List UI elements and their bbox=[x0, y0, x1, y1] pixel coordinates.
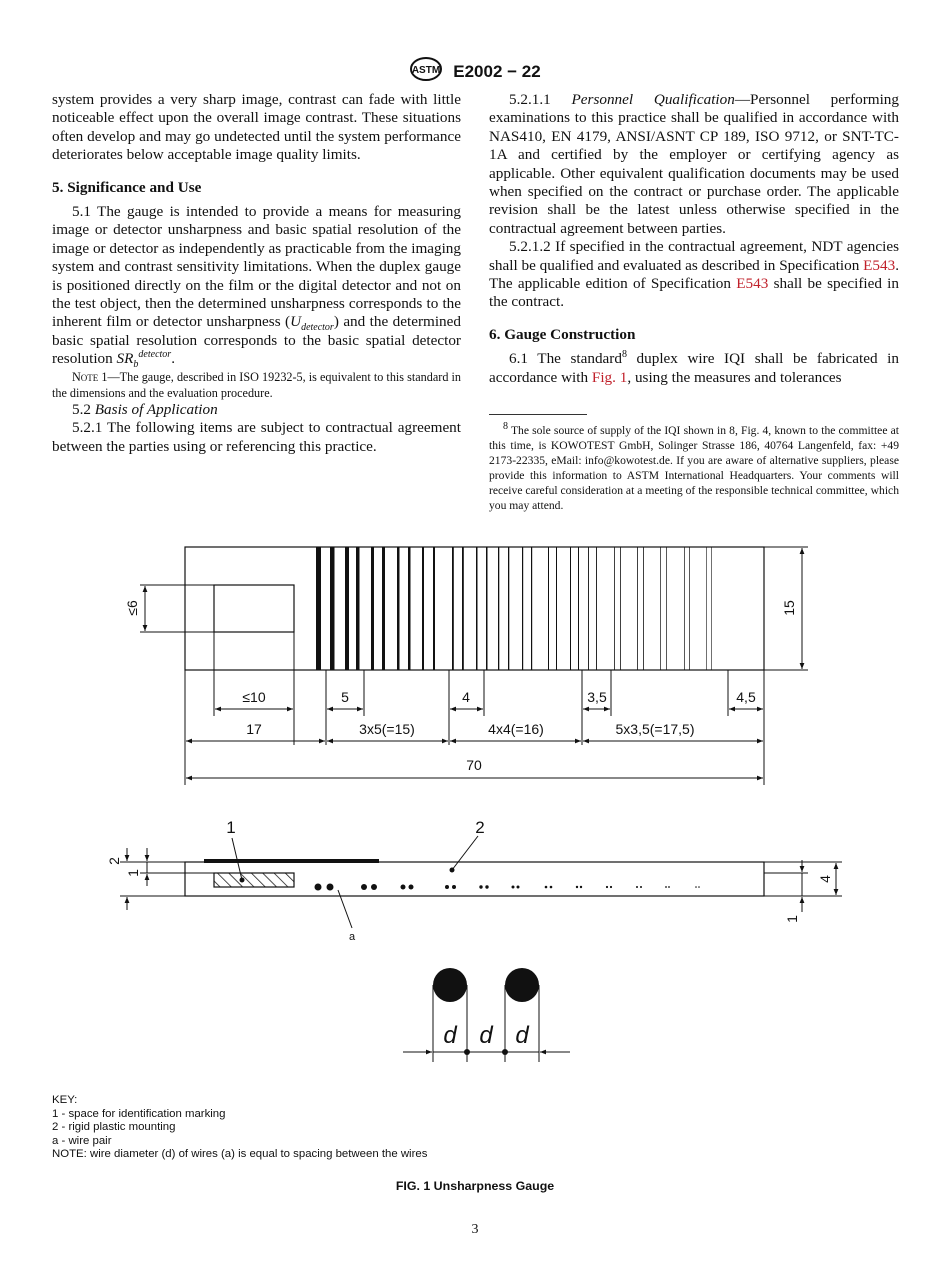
wire-bar bbox=[522, 547, 523, 670]
gauge-top-view bbox=[185, 547, 764, 670]
wire-bar bbox=[556, 547, 557, 670]
rigid-plastic-mounting bbox=[204, 859, 379, 863]
wire-bar bbox=[330, 547, 335, 670]
wire-bar bbox=[660, 547, 661, 670]
wire-dot bbox=[512, 886, 515, 889]
wire-dot bbox=[409, 885, 414, 890]
paragraph-5-2: 5.2 Basis of Application bbox=[72, 400, 218, 418]
wire-dot bbox=[636, 886, 638, 888]
side-dim-1a: 1 bbox=[125, 869, 141, 877]
dim-group-3: 5x3,5(=17,5) bbox=[615, 721, 695, 737]
wire-bar bbox=[356, 547, 360, 670]
wire-bar bbox=[578, 547, 579, 670]
footnote-8: 8 The sole source of supply of the IQI shown in 8, Fig. 4, known to the committee at this time, is KOWOTEST GmbH, Solinger Strasse 186, 40764 Langenfeld, fax: +49 2173-22335, eMail: info@kowotest.de. If you are aware of alternative suppliers, please provide this information to ASTM International Headquarters. Your comments will receive careful consideration at a meeting of the responsible technical committee, which you may attend. bbox=[489, 421, 899, 513]
wire-dot bbox=[327, 884, 334, 891]
key-title: KEY: bbox=[52, 1094, 78, 1106]
logo-text: ASTM bbox=[412, 65, 441, 76]
wire-bar bbox=[397, 547, 400, 670]
link-fig-1[interactable]: Fig. 1 bbox=[591, 368, 628, 386]
wire-dot bbox=[665, 886, 667, 888]
paragraph-5-2-1-1: 5.2.1.1 Personnel Qualification—Personnel performing examinations to this practice shall be qualified in accordance with NAS410, EN 4179, ANSI/ASNT CP 189, ISO 9712, or SNT-TC-1A and certified by the employer or certifying agency as applicable. Other equivalent qualification documents may be used when specified on the contract or purchase order. The applicable revision shall be the latest unless otherwise specified in the contractual agreement between parties. bbox=[489, 91, 899, 237]
section-5-heading: 5. Significance and Use bbox=[52, 178, 202, 196]
wire-bar bbox=[637, 547, 638, 670]
label-a: a bbox=[348, 931, 356, 943]
wire-dot bbox=[640, 886, 642, 888]
section-6-heading: 6. Gauge Construction bbox=[489, 325, 636, 343]
label-d-3: d bbox=[515, 1022, 529, 1049]
wire-bar bbox=[666, 547, 667, 670]
dim-4-5: 4,5 bbox=[736, 689, 756, 705]
wire-bar bbox=[614, 547, 615, 670]
figure-key bbox=[52, 1094, 427, 1162]
wire-dot bbox=[315, 884, 322, 891]
dim-5: 5 bbox=[341, 689, 349, 705]
wire-bar bbox=[382, 547, 385, 670]
dim-70: 70 bbox=[466, 757, 482, 773]
wire-bar bbox=[371, 547, 374, 670]
label-d-1: d bbox=[443, 1022, 457, 1049]
wire-dot bbox=[452, 885, 456, 889]
wire-dot bbox=[361, 884, 367, 890]
side-dim-1b: 1 bbox=[784, 915, 800, 923]
dimension-lines bbox=[145, 548, 802, 778]
wire-dot bbox=[668, 886, 670, 888]
figure-1-drawing bbox=[0, 530, 950, 1090]
wire-bar bbox=[548, 547, 549, 670]
wire-bar bbox=[476, 547, 478, 670]
astm-logo-icon bbox=[409, 56, 443, 87]
wire-bar bbox=[498, 547, 499, 670]
wire-dot bbox=[485, 885, 488, 888]
paragraph-5-2-1: 5.2.1 The following items are subject to contractual agreement between the parties using or referencing this practice. bbox=[52, 419, 461, 455]
wire-dot bbox=[576, 886, 578, 888]
wire-bar bbox=[422, 547, 424, 670]
wire-bar bbox=[684, 547, 685, 670]
right-column bbox=[489, 91, 899, 513]
wire-bar bbox=[433, 547, 435, 670]
wire-bar bbox=[486, 547, 488, 670]
dim-le10: ≤10 bbox=[242, 689, 266, 705]
link-e543-2[interactable]: E543 bbox=[736, 275, 769, 293]
key-item-1: 1 - space for identification marking bbox=[52, 1107, 226, 1120]
paragraph-5-1: 5.1 The gauge is intended to provide a means for measuring image or detector unsharpness and basic spatial resolution of the image or detector as independently as practicable from the imaging system and contrast sensitivity limitations. When the duplex gauge is positioned directly on the film or the digital detector and not on the test object, then the determined unsharpness corresponds to the inherent film or detector unsharpness $(U_{detector})$ and the determined basic spatial resolution corresponds to the basic spatial detector resolution $SR_b^{detector}$. bbox=[52, 203, 461, 371]
wire-bar bbox=[588, 547, 589, 670]
dim-group-2: 4x4(=16) bbox=[488, 721, 544, 737]
wire-dot bbox=[698, 886, 700, 888]
key-note: NOTE: wire diameter (d) of wires (a) is equal to spacing between the wires bbox=[52, 1148, 428, 1161]
label-2: 2 bbox=[475, 818, 485, 837]
dim-17: 17 bbox=[246, 721, 262, 737]
label-d-2: d bbox=[479, 1022, 493, 1049]
wire-diameter-detail bbox=[403, 968, 570, 1062]
wire-dot bbox=[695, 886, 697, 888]
wire-bar bbox=[711, 547, 712, 670]
dim-4: 4 bbox=[462, 689, 470, 705]
label-1: 1 bbox=[226, 818, 236, 837]
side-dim-2: 2 bbox=[106, 857, 122, 865]
wire-dot bbox=[545, 886, 548, 889]
wire-bar bbox=[620, 547, 621, 670]
wire-dot bbox=[517, 886, 520, 889]
wire-bar bbox=[408, 547, 411, 670]
dim-15: 15 bbox=[781, 600, 797, 616]
dim-group-1: 3x5(=15) bbox=[359, 721, 415, 737]
dim-le6: ≤6 bbox=[124, 600, 140, 616]
id-marking-area bbox=[214, 585, 294, 632]
footnote-rule bbox=[489, 414, 587, 415]
wire-bar bbox=[570, 547, 571, 670]
note-1: Note 1—The gauge, described in ISO 19232-5, is equivalent to this standard in the dimensions and the evaluation procedure. bbox=[52, 369, 461, 400]
doc-code: E2002 − 22 bbox=[453, 61, 541, 81]
wire-dot bbox=[550, 886, 553, 889]
wire-dot bbox=[371, 884, 377, 890]
left-column bbox=[52, 91, 461, 456]
wire-dot bbox=[479, 885, 482, 888]
paragraph-6-1: 6.1 The standard$^8$ duplex wire IQI shall be fabricated in accordance with Fig. 1, using the measures and tolerances bbox=[489, 349, 899, 386]
wire-bar bbox=[462, 547, 464, 670]
wire-bar bbox=[689, 547, 690, 670]
page-header bbox=[0, 56, 950, 87]
wire-dot bbox=[610, 886, 612, 888]
wire-bar bbox=[452, 547, 454, 670]
figure-caption: FIG. 1 Unsharpness Gauge bbox=[395, 1179, 555, 1193]
wire-bar bbox=[643, 547, 644, 670]
wire-dot bbox=[580, 886, 582, 888]
wire-bar bbox=[345, 547, 349, 670]
dim-3-5: 3,5 bbox=[587, 689, 607, 705]
wire-pairs-side-view bbox=[315, 884, 700, 891]
wire-dot bbox=[445, 885, 449, 889]
page-number: 3 bbox=[471, 1222, 479, 1237]
wire-bar bbox=[706, 547, 707, 670]
key-item-a: a - wire pair bbox=[52, 1134, 112, 1147]
wire-bar bbox=[531, 547, 532, 670]
wire-pairs-top-view bbox=[316, 547, 712, 670]
paragraph-5-2-1-2: 5.2.1.2 If specified in the contractual agreement, NDT agencies shall be qualified and evaluated as described in Specification E543. The applicable edition of Specification E543 shall be specified in the contract. bbox=[489, 238, 899, 311]
wire-dot bbox=[401, 885, 406, 890]
extension-lines bbox=[140, 547, 808, 785]
wire-bar bbox=[508, 547, 509, 670]
wire-bar bbox=[596, 547, 597, 670]
key-item-2: 2 - rigid plastic mounting bbox=[52, 1121, 176, 1134]
intro-paragraph: system provides a very sharp image, contrast can fade with little noticeable effect upon the overall image contrast. These situations often develop and may go undetected until the system performance deteriorates below acceptable image quality limits. bbox=[52, 91, 461, 164]
link-e543-1[interactable]: E543 bbox=[863, 256, 896, 274]
id-marking-side bbox=[214, 873, 294, 887]
wire-dot bbox=[606, 886, 608, 888]
side-dim-4: 4 bbox=[817, 875, 833, 883]
wire-bar bbox=[316, 547, 321, 670]
